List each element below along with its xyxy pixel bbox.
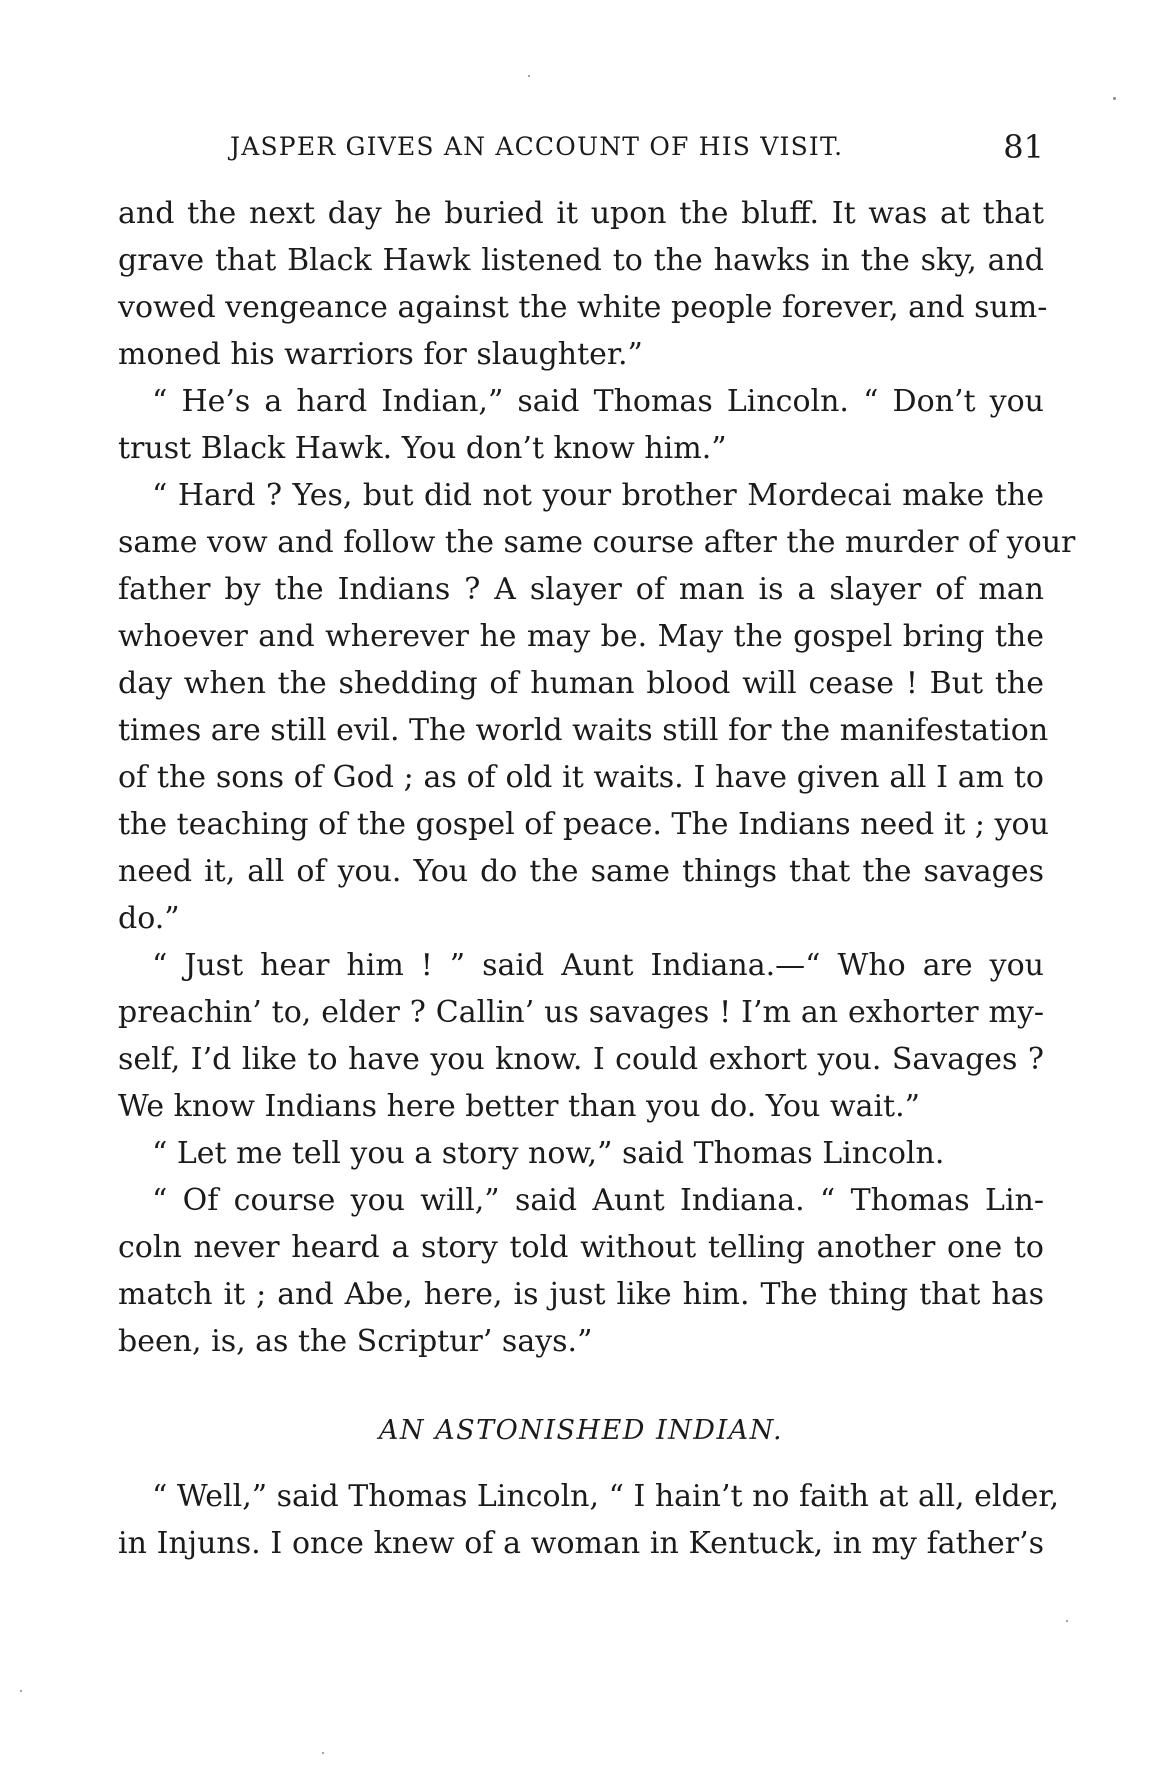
text-line: “ Just hear him ! ” said Aunt Indiana.—“ Who are you — [152, 948, 1044, 983]
text-line: preachin’ to, elder ? Callin’ us savages ! I’m an exhorter my- — [118, 995, 1044, 1030]
text-line: need it, all of you. You do the same things that the savages — [118, 854, 1044, 889]
text-line: whoever and wherever he may be. May the gospel bring the — [118, 619, 1044, 654]
text-line: do.” — [118, 901, 180, 936]
text-line: “ Let me tell you a story now,” said Thomas Lincoln. — [152, 1136, 945, 1171]
text-line: trust Black Hawk. You don’t know him.” — [118, 431, 727, 466]
paragraph — [118, 1473, 1060, 1567]
text-line: moned his warriors for slaughter.” — [118, 337, 643, 372]
text-line: day when the shedding of human blood will cease ! But the — [118, 666, 1044, 701]
text-line: vowed vengeance against the white people forever, and sum- — [118, 290, 1048, 325]
paragraph — [118, 472, 1076, 942]
page-number: 81 — [1003, 128, 1044, 166]
text-line: the teaching of the gospel of peace. The Indians need it ; you — [118, 807, 1049, 842]
text-line: father by the Indians ? A slayer of man is a slayer of man — [118, 572, 1044, 607]
text-line: self, I’d like to have you know. I could exhort you. Savages ? — [118, 1042, 1044, 1077]
text-line: match it ; and Abe, here, is just like him. The thing that has — [118, 1277, 1044, 1312]
paragraph — [118, 1177, 1044, 1365]
body-text — [118, 190, 1076, 1567]
running-header — [120, 128, 1044, 168]
text-line: “ Hard ? Yes, but did not your brother Mordecai make the — [152, 478, 1044, 513]
text-line: “ He’s a hard Indian,” said Thomas Lincoln. “ Don’t you — [152, 384, 1044, 419]
running-title: JASPER GIVES AN ACCOUNT OF HIS VISIT. — [230, 132, 844, 161]
text-line: “ Of course you will,” said Aunt Indiana. “ Thomas Lin- — [152, 1183, 1044, 1218]
paragraph — [118, 942, 1044, 1130]
paper-speck — [1066, 1620, 1068, 1622]
text-line: in Injuns. I once knew of a woman in Kentuck, in my father’s — [118, 1526, 1044, 1561]
section-heading: AN ASTONISHED INDIAN. — [378, 1415, 784, 1446]
text-line: grave that Black Hawk listened to the hawks in the sky, and — [118, 243, 1044, 278]
text-line: same vow and follow the same course after the murder of your — [118, 525, 1076, 560]
paper-speck — [1113, 97, 1116, 100]
text-line: coln never heard a story told without telling another one to — [118, 1230, 1044, 1265]
text-line: “ Well,” said Thomas Lincoln, “ I hain’t no faith at all, elder, — [152, 1479, 1060, 1514]
paper-speck — [322, 1752, 324, 1754]
paragraph — [118, 1130, 1044, 1177]
text-line: times are still evil. The world waits still for the manifestation — [118, 713, 1049, 748]
paper-speck — [528, 75, 530, 77]
text-line: of the sons of God ; as of old it waits. I have given all I am to — [118, 760, 1044, 795]
text-line: and the next day he buried it upon the bluff. It was at that — [118, 196, 1044, 231]
text-line: We know Indians here better than you do. You wait.” — [118, 1089, 920, 1124]
paragraph — [118, 190, 1048, 378]
paper-speck — [20, 1690, 22, 1692]
text-line: been, is, as the Scriptur’ says.” — [118, 1324, 593, 1359]
paragraph — [118, 378, 1044, 472]
